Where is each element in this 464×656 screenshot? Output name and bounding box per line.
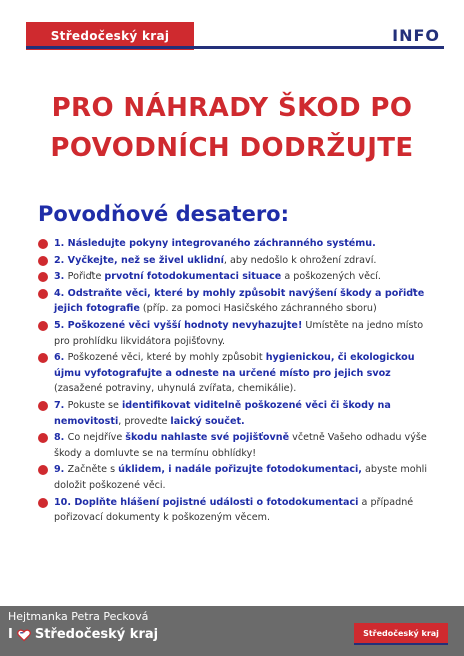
rule-item [38,318,438,349]
rule-text: Pokuste se [67,399,122,411]
rule-item [38,286,438,317]
rule-item [38,462,438,493]
rule-text: abyste mohli doložit poškozené věci. [54,464,427,491]
rule-emphasis: 8. [54,432,68,444]
footer-logo-text: Středočeský kraj [34,627,159,642]
rule-text: a poškozených věcí. [281,271,381,283]
rule-emphasis: 10. Doplňte hlášení pojistné události o fotodokumentaci [54,496,359,508]
rule-emphasis: identifikovat viditelně poškozené věci či škody na nemovitosti [54,399,391,427]
rule-emphasis: 9. [54,464,68,476]
rules-list [38,236,438,527]
footer-tab-label: Středočeský kraj [363,628,439,638]
rule-item [38,269,438,285]
rule-item [38,253,438,269]
footer-logo-prefix: I [8,627,13,642]
rule-item [38,350,438,397]
red-dot-icon [38,321,48,331]
heart-icon [17,628,31,642]
rule-emphasis: 2. Vyčkejte, než se živel uklidní [54,254,224,266]
section-title: Povodňové desatero: [38,202,289,226]
rule-emphasis: 6. [54,352,68,364]
header-rule [26,46,444,49]
headline-line-2: POVODNÍCH DODRŽUJTE [50,133,414,163]
footer-brand-tab [354,623,448,645]
red-dot-icon [38,433,48,443]
footer-name: Hejtmanka Petra Pecková [8,610,149,623]
rule-item [38,495,438,526]
info-label: INFO [392,26,440,45]
rule-item [38,398,438,429]
rule-item [38,236,438,252]
headline-line-1: PRO NÁHRADY ŠKOD PO [51,93,413,123]
rule-emphasis: škodu nahlaste své pojišťovně [125,432,290,444]
rule-text: včetně Vašeho odhadu výše škody a domluvte se na termínu obhlídky! [54,432,427,459]
rule-text: (zasažené potraviny, uhynulá zvířata, chemikálie). [54,383,297,395]
red-dot-icon [38,353,48,363]
rule-emphasis: úklidem, i nadále pořizujte fotodokumentaci, [118,464,362,476]
footer [0,606,464,656]
rule-text: , provedte [118,415,171,427]
rule-emphasis: laický součet. [170,415,245,427]
red-dot-icon [38,465,48,475]
footer-logo [8,627,158,642]
red-dot-icon [38,272,48,282]
rule-text: Začněte s [67,464,119,476]
rule-text: Co nejdříve [67,432,126,444]
rule-emphasis: 7. [54,399,68,411]
red-dot-icon [38,256,48,266]
rule-text: Umístěte na jedno místo pro prohlídku likvidátora pojišťovny. [54,319,424,347]
rule-emphasis: 1. Následujte pokyny integrovaného záchranného systému. [54,238,376,249]
rule-text: Poškozené věci, které by mohly způsobit [67,352,266,364]
rule-text: a případné pořizovací dokumenty k poškozeným věcem. [54,496,414,524]
red-dot-icon [38,401,48,411]
rule-text: (příp. za pomoci Hasičského záchranného sboru) [139,303,377,315]
rule-emphasis: hygienickou, či ekologickou újmu vyfotografujte a odneste na určené místo pro jejich svoz [54,352,415,379]
rule-emphasis: 3. [54,271,68,283]
rule-emphasis: prvotní fotodokumentaci situace [104,271,282,283]
red-dot-icon [38,289,48,299]
rule-emphasis: 4. Odstraňte věci, které by mohly způsobit navýšení škody a pořiďte jejich fotografie [54,287,425,315]
red-dot-icon [38,498,48,508]
red-dot-icon [38,239,48,249]
brand-name: Středočeský kraj [50,29,170,43]
rule-emphasis: 5. Poškozené věci vyšší hodnoty nevyhazujte! [54,319,303,331]
headline [0,88,464,168]
rule-item [38,430,438,461]
rule-text: , aby nedošlo k ohrožení zdraví. [223,254,377,266]
rule-text: Pořiďte [67,271,105,283]
